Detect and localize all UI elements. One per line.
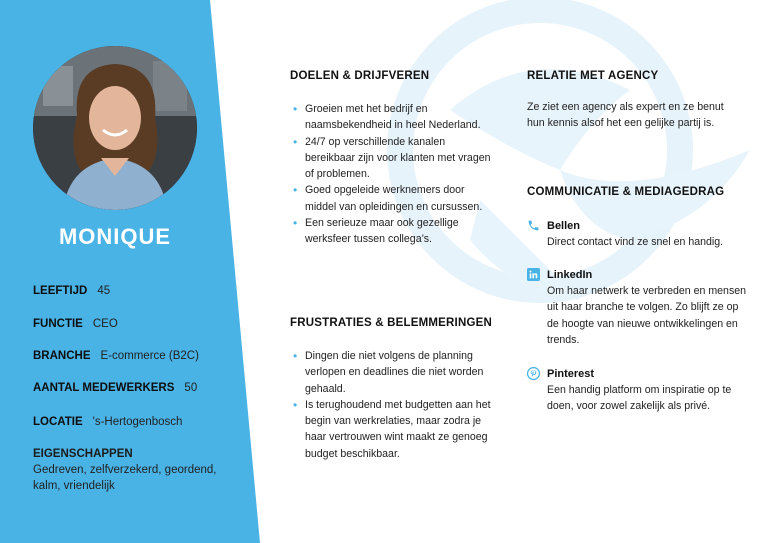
- fact-industry: [33, 350, 199, 362]
- fact-location: [33, 416, 182, 428]
- channel-text: Direct contact vind ze snel en handig.: [547, 236, 724, 248]
- channel-title: Pinterest: [547, 368, 595, 380]
- channel-phone: [527, 218, 747, 250]
- agency-heading: RELATIE MET AGENCY: [527, 70, 659, 82]
- traits-block: [33, 448, 233, 494]
- fact-value: 's-Hertogenbosch: [92, 416, 183, 428]
- channel-pinterest: [527, 366, 747, 415]
- fact-employees: [33, 382, 197, 394]
- goals-heading: DOELEN & DRIJFVEREN: [290, 70, 430, 82]
- fact-age: [33, 285, 110, 297]
- agency-section: [527, 70, 737, 132]
- frustrations-section: [290, 317, 500, 462]
- traits-value: Gedreven, zelfverzekerd, geordend, kalm, vriendelijk: [33, 464, 217, 492]
- fact-label: LOCATIE: [33, 416, 83, 428]
- channel-title: Bellen: [547, 220, 581, 232]
- channel-linkedin: [527, 267, 747, 348]
- list-item: • Dingen die niet volgens de planning verlopen en deadlines die niet worden gehaald.: [290, 348, 500, 397]
- persona-name: MONIQUE: [58, 224, 172, 249]
- fact-label: LEEFTIJD: [33, 285, 88, 297]
- channel-title: LinkedIn: [547, 269, 593, 281]
- frustrations-list: [290, 348, 500, 462]
- fact-value: 45: [97, 285, 111, 297]
- phone-icon: [527, 219, 540, 232]
- fact-label: AANTAL MEDEWERKERS: [33, 382, 175, 394]
- fact-value: 50: [184, 382, 198, 394]
- fact-label: BRANCHE: [33, 350, 91, 362]
- list-item: • Groeien met het bedrijf en naamsbekendheid in heel Nederland.: [290, 101, 495, 134]
- list-item: • Goed opgeleide werknemers door middel van opleidingen en cursussen.: [290, 182, 495, 215]
- list-item: • 24/7 op verschillende kanalen bereikbaar zijn voor klanten met vragen of problemen.: [290, 134, 495, 183]
- fact-value: E-commerce (B2C): [100, 350, 199, 362]
- fact-function: [33, 318, 118, 330]
- traits-label: EIGENSCHAPPEN: [33, 448, 133, 460]
- agency-text: Ze ziet een agency als expert en ze benut hun kennis alsof het een gelijke partij is.: [527, 101, 724, 130]
- fact-value: CEO: [92, 318, 118, 330]
- linkedin-icon: [527, 268, 540, 281]
- frustrations-heading: FRUSTRATIES & BELEMMERINGEN: [290, 317, 492, 329]
- communication-heading: COMMUNICATIE & MEDIAGEDRAG: [527, 186, 725, 198]
- channel-text: Om haar netwerk te verbreden en mensen uit haar branche te volgen. Zo blijft ze op de hoogte van nieuwe ontwikkelingen en trends.: [547, 285, 747, 346]
- fact-label: FUNCTIE: [33, 318, 83, 330]
- pinterest-icon: [527, 367, 540, 380]
- list-item: • Is terughoudend met budgetten aan het begin van werkrelaties, maar zodra je haar vertrouwen wint maakt ze genoeg budget beschikbaar.: [290, 397, 500, 462]
- channel-text: Een handig platform om inspiratie op te doen, voor zowel zakelijk als privé.: [547, 384, 732, 413]
- goals-section: [290, 70, 495, 248]
- goals-list: [290, 101, 495, 248]
- list-item: • Een serieuze maar ook gezellige werksfeer tussen collega’s.: [290, 215, 495, 248]
- profile-photo: [33, 46, 197, 210]
